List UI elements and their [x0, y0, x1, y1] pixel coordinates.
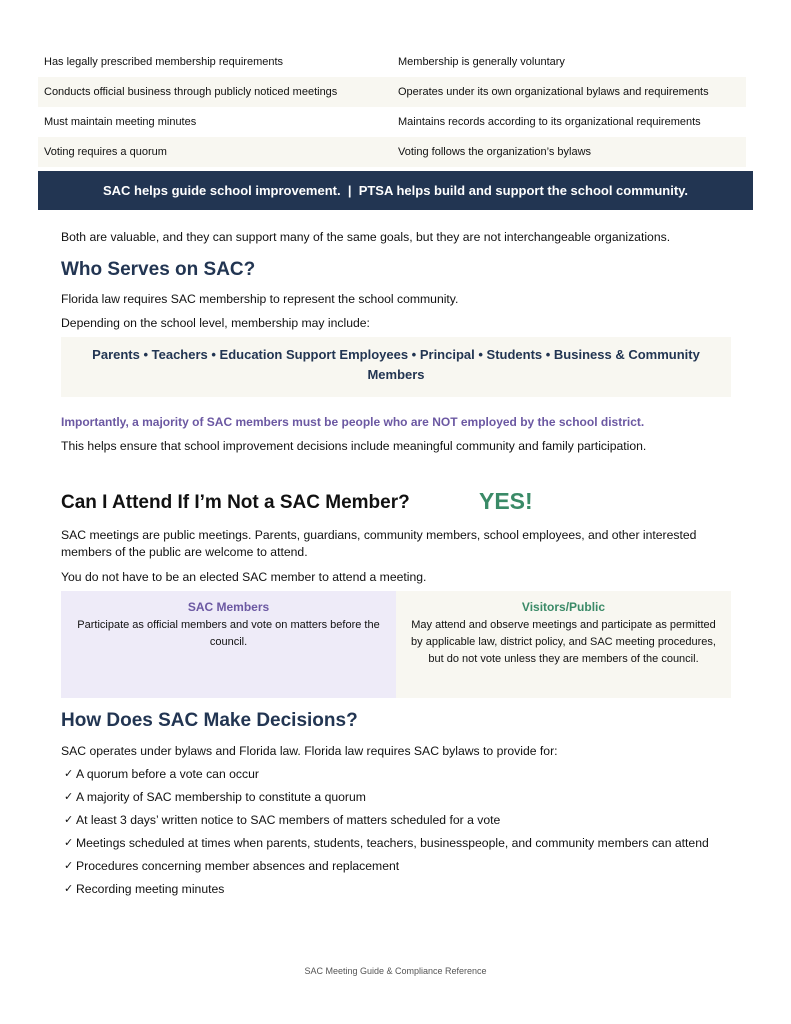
majority-note: Importantly, a majority of SAC members must be people who are NOT employed by the school district. — [61, 415, 645, 429]
yes-label: YES! — [479, 488, 533, 514]
list-item — [64, 765, 724, 783]
comparison-table — [38, 47, 746, 167]
checkmark-icon: ✓ — [64, 860, 74, 872]
list-item-text: At least 3 days’ written notice to SAC members of matters scheduled for a vote — [76, 813, 501, 827]
list-item-text: Procedures concerning member absences and replacement — [76, 859, 400, 873]
checkmark-icon: ✓ — [64, 883, 74, 895]
visitors-text: May attend and observe meetings and participate as permitted by applicable law, district policy, and SAC meeting procedures, but do not vote unless they are members of the council. — [411, 619, 716, 665]
table-row — [38, 77, 746, 107]
attend-paragraph-1: SAC meetings are public meetings. Parents, guardians, community members, school employees, and other interested members of the public are welcome to attend. — [61, 528, 697, 559]
sac-cell: Conducts official business through publicly noticed meetings — [44, 86, 338, 98]
list-item — [64, 857, 724, 875]
checkmark-icon: ✓ — [64, 814, 74, 826]
checkmark-icon: ✓ — [64, 768, 74, 780]
who-paragraph-3: This helps ensure that school improvement decisions include meaningful community and family participation. — [61, 439, 647, 453]
sac-cell: Voting requires a quorum — [44, 146, 167, 158]
table-row — [38, 47, 746, 77]
checkmark-icon: ✓ — [64, 791, 74, 803]
who-paragraph-1: Florida law requires SAC membership to represent the school community. — [61, 292, 459, 306]
decisions-paragraph: SAC operates under bylaws and Florida law. Florida law requires SAC bylaws to provide for: — [61, 744, 558, 758]
list-item — [64, 880, 724, 898]
sac-cell: Has legally prescribed membership requirements — [44, 56, 284, 68]
list-item-text: Recording meeting minutes — [76, 882, 225, 896]
ptsa-cell: Voting follows the organization’s bylaws — [398, 146, 592, 158]
membership-list-box — [61, 337, 731, 397]
list-item-text: A quorum before a vote can occur — [76, 767, 259, 781]
decisions-heading: How Does SAC Make Decisions? — [61, 710, 358, 731]
ptsa-cell: Operates under its own organizational bylaws and requirements — [398, 86, 709, 98]
ptsa-cell: Membership is generally voluntary — [398, 56, 565, 68]
page-footer: SAC Meeting Guide & Compliance Reference — [304, 966, 487, 976]
list-item-text: Meetings scheduled at times when parents, students, teachers, businesspeople, and community members can attend — [76, 836, 709, 850]
sac-members-text: Participate as official members and vote on matters before the council. — [77, 619, 380, 648]
sac-members-title: SAC Members — [187, 600, 270, 614]
who-serves-heading: Who Serves on SAC? — [61, 259, 256, 280]
ptsa-cell: Maintains records according to its organizational requirements — [398, 116, 701, 128]
who-paragraph-2: Depending on the school level, membership may include: — [61, 316, 370, 330]
list-item — [64, 811, 724, 829]
attend-heading: Can I Attend If I’m Not a SAC Member? — [61, 492, 410, 513]
checkmark-icon: ✓ — [64, 837, 74, 849]
list-item-text: A majority of SAC membership to constitute a quorum — [76, 790, 366, 804]
table-row — [38, 137, 746, 167]
list-item — [64, 834, 724, 852]
sac-members-panel — [61, 591, 396, 698]
membership-list: Parents • Teachers • Education Support Employees • Principal • Students • Business & Community Members — [92, 347, 700, 382]
attend-paragraph-2: You do not have to be an elected SAC member to attend a meeting. — [61, 570, 427, 584]
summary-banner — [38, 171, 753, 210]
visitors-title: Visitors/Public — [521, 600, 606, 614]
table-row — [38, 107, 746, 137]
sac-cell: Must maintain meeting minutes — [44, 116, 197, 128]
visitors-panel — [396, 591, 731, 698]
banner-text: SAC helps guide school improvement. | PTSA helps build and support the school community. — [102, 183, 689, 198]
requirements-list — [64, 765, 724, 903]
roles-comparison — [61, 591, 731, 698]
intro-paragraph: Both are valuable, and they can support many of the same goals, but they are not interchangeable organizations. — [61, 230, 671, 244]
list-item — [64, 788, 724, 806]
